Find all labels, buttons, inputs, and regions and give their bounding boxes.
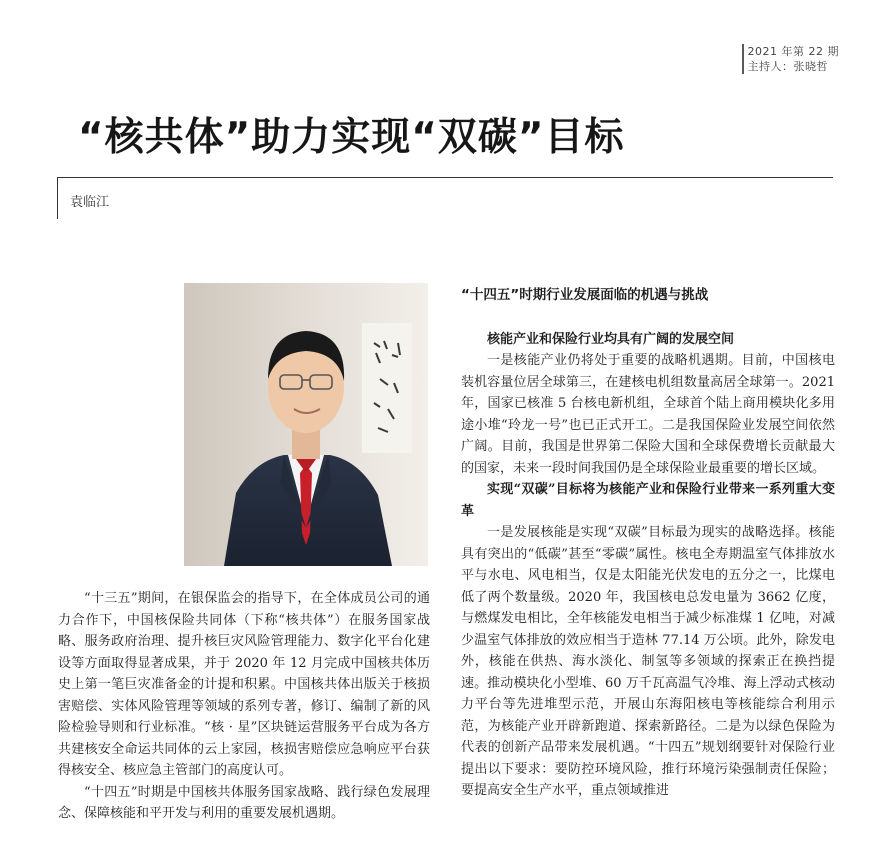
body-paragraph: 一是发展核能是实现“双碳”目标最为现实的战略选择。核能具有突出的“低碳”甚至“零碳”属性。核电全寿期温室气体排放水平与水电、风电相当，仅是太阳能光伏发电的五分之一，比煤电低了两个数量级。2020 年，我国核电总发电量为 3662 亿度，与燃煤发电相比，全年核能发电相当于减少标准煤 1 亿吨，对减少温室气体排放的效应相当于造林 77.14 万公顷。此外，除发电外，核能在供热、海水淡化、制氢等多领域的探索正在换挡提速。推动模块化小型堆、60 万千瓦高温气冷堆、海上浮动式核动力平台等先进堆型示范，开展山东海阳核电等核能综合利用示范，为核能产业开辟新跑道、探索新路径。二是为以绿色保险为代表的创新产品带来发展机遇。“十四五”规划纲要针对保险行业提出以下要求：要防控环境风险，推行环境污染强制责任保险；要提高安全生产水平，重点领域推进 [461, 525, 835, 798]
author-name: 袁临江 [70, 195, 110, 210]
issue-info [742, 44, 839, 74]
portrait-illustration [184, 283, 428, 566]
body-paragraph: “十三五”期间，在银保监会的指导下，在全体成员公司的通力合作下，中国核保险共同体（下称“核共体”）在服务国家战略、服务政府治理、提升核巨灾风险管理能力、数字化平台化建设等方面取得显著成果，并于 2020 年 12 月完成中国核共体历史上第一笔巨灾准备金的计提和积累。中国核共体出版关于核损害赔偿、实体风险管理等领域的系列专著，修订、编制了新的风险检验导则和行业标准。“核 · 星”区块链运营服务平台成为各方共建核安全命运共同体的云上家园，核损害赔偿应急响应平台获得核安全、核应急主管部门的高度认可。 [58, 591, 430, 778]
issue-number: 2021 年第 22 期 [747, 45, 839, 58]
body-paragraph: 一是核能产业仍将处于重要的战略机遇期。目前，中国核电装机容量位居全球第三，在建核电机组数量高居全球第一。2021 年，国家已核准 5 台核电新机组，全球首个陆上商用模块化多用途小堆“玲龙一号”也已正式开工。二是我国保险业发展空间依然广阔。目前，我国是世界第二保险大国和全球保费增长贡献最大的国家，未来一段时间我国仍是全球保险业最重要的增长区域。 [461, 353, 835, 476]
left-column [58, 588, 430, 825]
article-title: “核共体”助力实现“双碳”目标 [78, 115, 625, 160]
body-paragraph: “十四五”时期是中国核共体服务国家战略、践行绿色发展理念、保障核能和平开发与利用的重要发展机遇期。 [58, 784, 430, 821]
author-photo [184, 283, 428, 566]
title-divider [57, 177, 833, 178]
section-heading: “十四五”时期行业发展面临的机遇与挑战 [461, 287, 709, 303]
right-column [461, 285, 835, 802]
subheading: 核能产业和保险行业均具有广阔的发展空间 [487, 331, 735, 347]
byline-bar [57, 177, 58, 219]
subheading: 实现“双碳”目标将为核能产业和保险行业带来一系列重大变革 [461, 482, 835, 519]
column-host: 主持人：张晓哲 [747, 60, 829, 73]
